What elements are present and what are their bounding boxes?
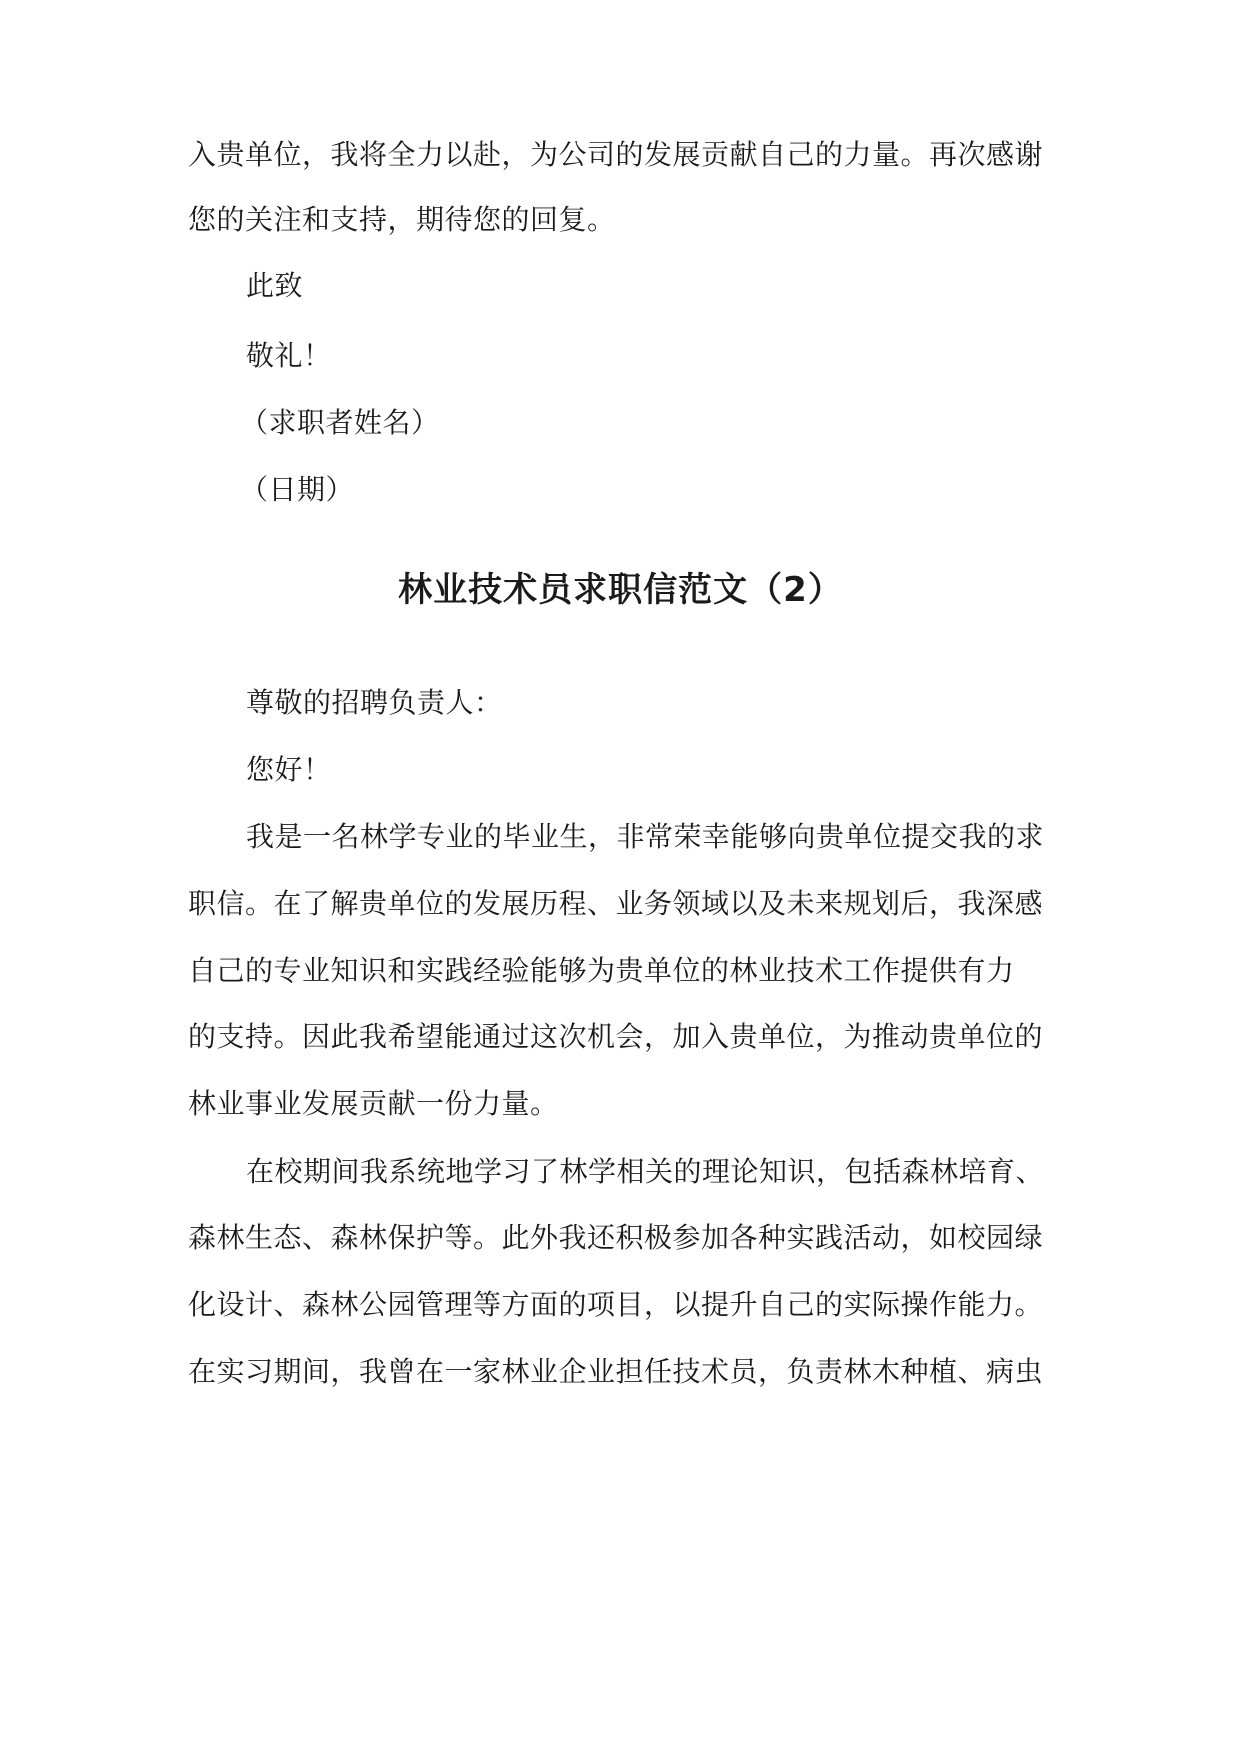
paragraph-line: 我是一名林学专业的毕业生，非常荣幸能够向贵单位提交我的求: [246, 820, 1045, 853]
page-title: 林业技术员求职信范文（2）: [398, 570, 843, 610]
text-line: 入贵单位，我将全力以赴，为公司的发展贡献自己的力量。再次感谢: [188, 138, 1044, 171]
name-placeholder: （求职者姓名）: [240, 406, 440, 439]
paragraph-line: 林业事业发展贡献一份力量。: [188, 1087, 559, 1120]
paragraph-line: 在实习期间，我曾在一家林业企业担任技术员，负责林木种植、病虫: [188, 1355, 1044, 1388]
salute-text: 敬礼！: [246, 339, 332, 372]
closing-text: 此致: [246, 269, 304, 302]
hello-text: 您好！: [246, 753, 332, 786]
paragraph-line: 的支持。因此我希望能通过这次机会，加入贵单位，为推动贵单位的: [188, 1020, 1044, 1053]
paragraph-line: 在校期间我系统地学习了林学相关的理论知识，包括森林培育、: [246, 1155, 1045, 1188]
paragraph-line: 职信。在了解贵单位的发展历程、业务领域以及未来规划后，我深感: [188, 887, 1044, 920]
paragraph-line: 森林生态、森林保护等。此外我还积极参加各种实践活动，如校园绿: [188, 1221, 1044, 1254]
date-placeholder: （日期）: [240, 473, 355, 506]
text-line: 您的关注和支持，期待您的回复。: [188, 203, 616, 236]
paragraph-line: 自己的专业知识和实践经验能够为贵单位的林业技术工作提供有力: [188, 954, 1015, 987]
greeting: 尊敬的招聘负责人：: [246, 686, 503, 719]
paragraph-line: 化设计、森林公园管理等方面的项目，以提升自己的实际操作能力。: [188, 1288, 1044, 1321]
